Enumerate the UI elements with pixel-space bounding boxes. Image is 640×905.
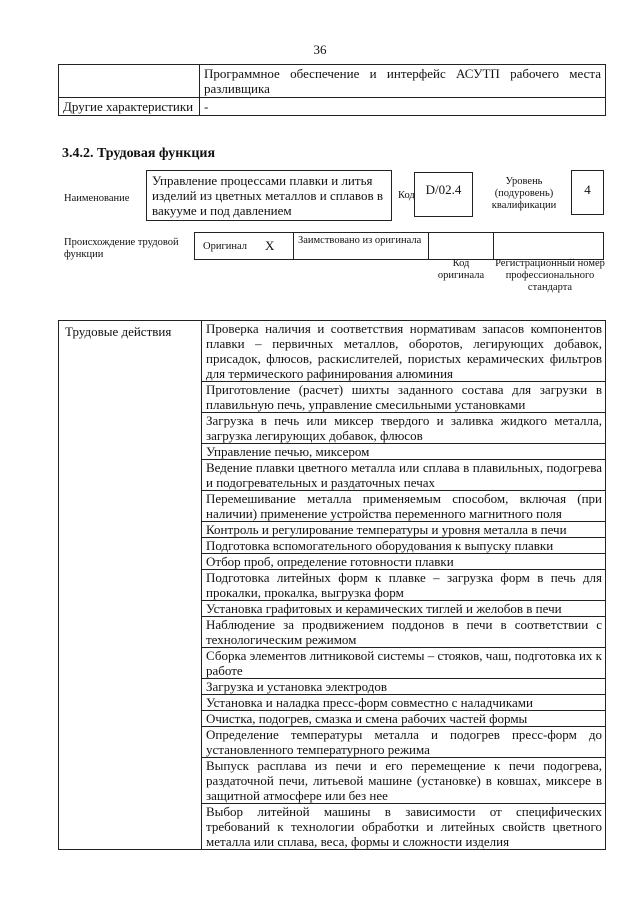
- labor-action-item: Ведение плавки цветного металла или сплава в плавильных, подогрева и подогревательных и раздаточных печах: [202, 460, 606, 491]
- function-name: Управление процессами плавки и литья изделий из цветных металлов и сплавов в вакууме и под давлением: [146, 170, 392, 221]
- labor-action-item: Приготовление (расчет) шихты заданного состава для загрузки в плавильную печь, управление смесильными установками: [202, 382, 606, 413]
- labor-actions-label: Трудовые действия: [59, 321, 202, 850]
- borrowed-label: Заимствовано из оригинала: [298, 235, 422, 246]
- reg-caption: Регистрационный номер профессионального стандарта: [495, 258, 605, 293]
- code-caption: Код оригинала: [437, 258, 485, 281]
- origin-label: Происхождение трудовой функции: [64, 237, 179, 260]
- labor-action-item: Управление печью, миксером: [202, 444, 606, 460]
- labor-action-item: Подготовка вспомогательного оборудования к выпуску плавки: [202, 538, 606, 554]
- characteristics-table: [58, 64, 606, 116]
- reg-number-cell: [493, 232, 604, 260]
- labor-action-item: Подготовка литейных форм к плавке – загрузка форм в печь для прокалки, прокалка, выгрузка форм: [202, 570, 606, 601]
- labor-action-item: Контроль и регулирование температуры и уровня металла в печи: [202, 522, 606, 538]
- section-title: 3.4.2. Трудовая функция: [62, 146, 216, 161]
- labor-action-item: Загрузка в печь или миксер твердого и заливка жидкого металла, загрузка легирующих добавок, флюсов: [202, 413, 606, 444]
- table-row: [59, 65, 606, 98]
- original-label: Оригинал: [203, 241, 247, 252]
- labor-action-item: Загрузка и установка электродов: [202, 679, 606, 695]
- table-cell-empty: [59, 65, 200, 98]
- other-characteristics-label: Другие характеристики: [59, 98, 200, 116]
- function-code: D/02.4: [414, 172, 473, 217]
- level-value: 4: [571, 170, 604, 215]
- borrowed-cell: [293, 232, 429, 260]
- table-row: [59, 321, 606, 382]
- labor-action-item: Установка графитовых и керамических тиглей и желобов в печи: [202, 601, 606, 617]
- labor-action-item: Проверка наличия и соответствия нормативам запасов компонентов плавки – первичных металлов, оборотов, легирующих добавок, присадок, флюсов, раскислителей, пористых керамических фильтров для термического рафинирования алюминия: [202, 321, 606, 382]
- code-label: Код: [398, 190, 415, 201]
- original-cell: [194, 232, 294, 260]
- labor-action-item: Сборка элементов литниковой системы – стояков, чаш, подготовка их к работе: [202, 648, 606, 679]
- labor-action-item: Отбор проб, определение готовности плавки: [202, 554, 606, 570]
- origin-code-cell: [428, 232, 494, 260]
- labor-action-item: Определение температуры металла и подогрев пресс-форм до установленного температурного режима: [202, 727, 606, 758]
- labor-action-item: Наблюдение за продвижением поддонов в печи в соответствии с технологическим режимом: [202, 617, 606, 648]
- labor-action-item: Очистка, подогрев, смазка и смена рабочих частей формы: [202, 711, 606, 727]
- page-number: 36: [313, 42, 327, 57]
- level-label: Уровень (подуровень) квалификации: [491, 176, 557, 211]
- labor-action-item: Установка и наладка пресс-форм совместно с наладчиками: [202, 695, 606, 711]
- software-value: Программное обеспечение и интерфейс АСУТП рабочего места разливщика: [200, 65, 606, 98]
- other-characteristics-value: -: [200, 98, 606, 116]
- name-label: Наименование: [64, 193, 130, 204]
- labor-action-item: Выбор литейной машины в зависимости от специфических требований к технологии обработки и литейных свойств цветного металла или сплава, веса, формы и сложности изделия: [202, 804, 606, 850]
- labor-action-item: Перемешивание металла применяемым способом, включая (при наличии) применение устройства переменного магнитного поля: [202, 491, 606, 522]
- original-mark: X: [265, 238, 275, 253]
- labor-action-item: Выпуск расплава из печи и его перемещение к печи подогрева, раздаточной печи, литьевой машине (установке) в ковшах, миксере в защитной атмосфере или без нее: [202, 758, 606, 804]
- labor-actions-table: [58, 320, 606, 850]
- table-row: [59, 98, 606, 116]
